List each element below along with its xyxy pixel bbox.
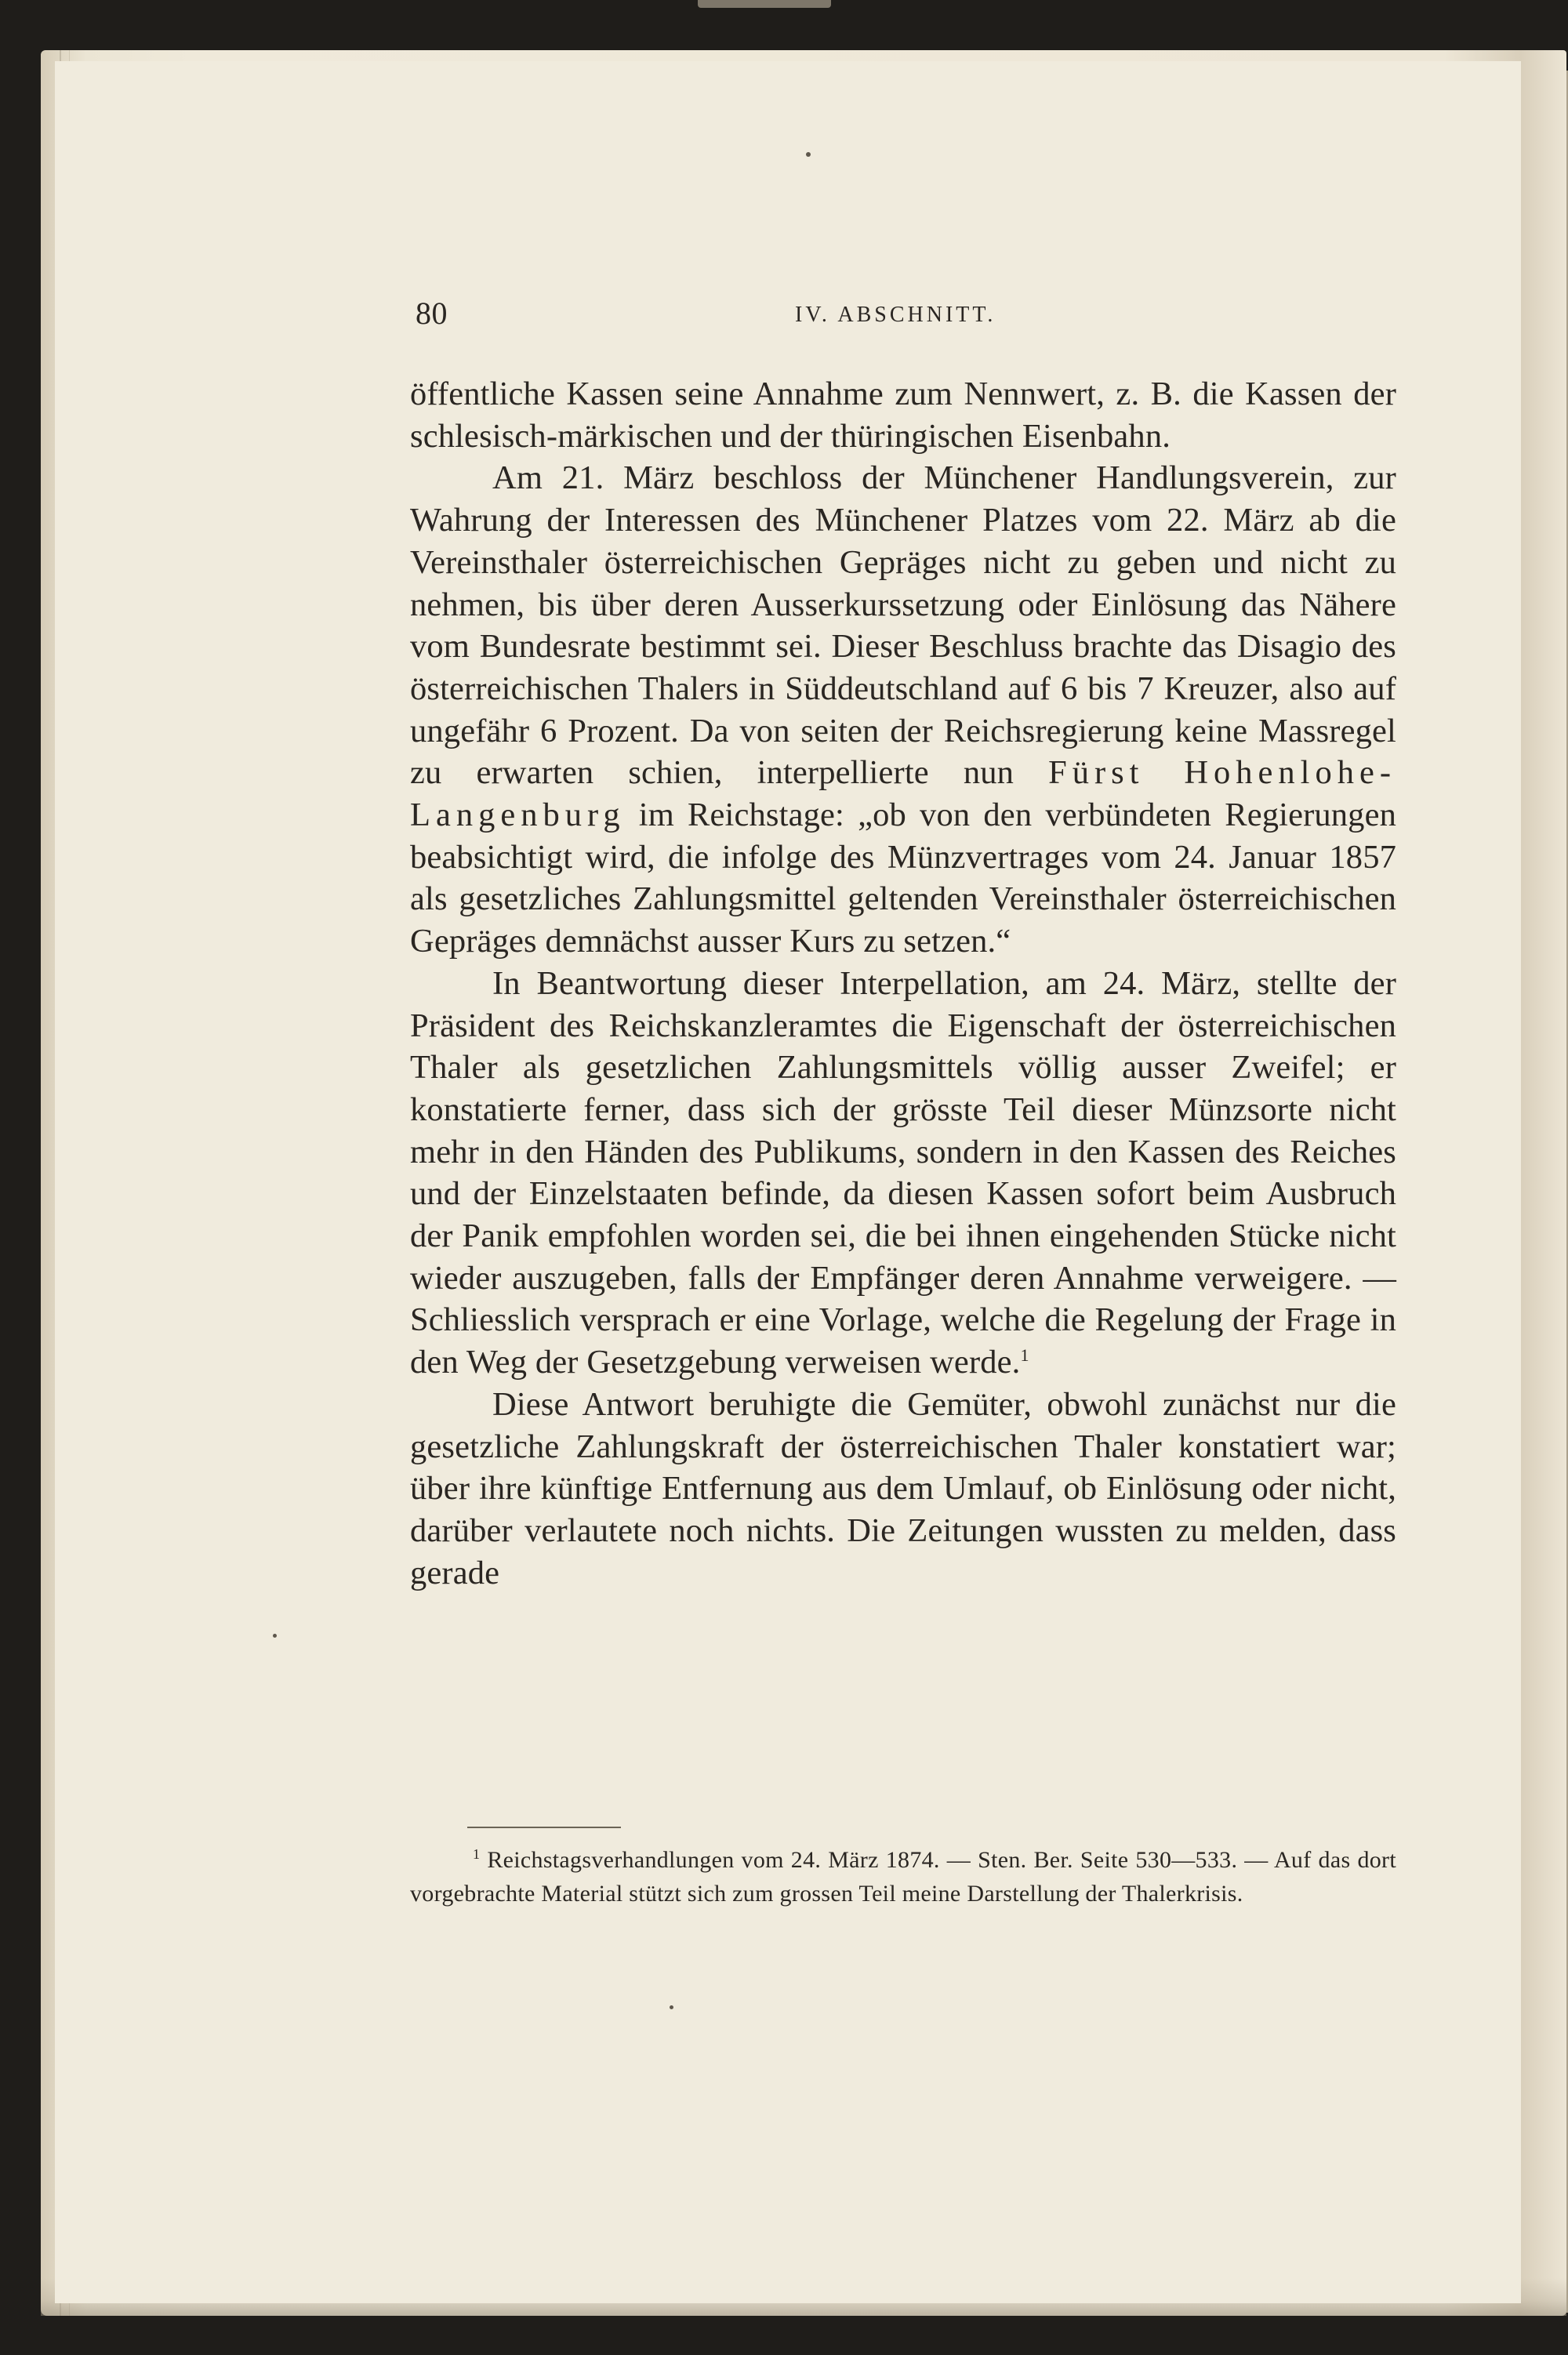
- body-text: [410, 373, 1396, 1594]
- paragraph-2: [410, 457, 1396, 962]
- paper-speck: [806, 152, 811, 157]
- paper-speck: [670, 2005, 673, 2009]
- footnote-reference: 1: [1020, 1345, 1029, 1366]
- spaced-name: Fürst Hohenlohe-Langenburg: [410, 754, 1396, 834]
- binding-mark: [698, 0, 831, 8]
- footnote-mark: 1: [473, 1846, 481, 1862]
- paragraph-4: Diese Antwort beruhigte die Gemüter, obwohl zunächst nur die gesetzliche Zahlungskraft der österreichischen Thaler konstatiert war; über ihre künftige Entfernung aus dem Umlauf, ob Einlösung oder nicht, darüber verlautete noch nichts. Die Zeitungen wussten zu melden, dass gerade: [410, 1385, 1396, 1591]
- paper-speck: [273, 1634, 277, 1638]
- footnote-text: Reichstagsverhandlungen vom 24. März 1874. — Sten. Ber. Seite 530—533. — Auf das dort vorgebrachte Material stützt sich zum grossen Teil meine Darstellung der Thalerkrisis.: [410, 1847, 1396, 1907]
- paragraph-3-text: In Beantwortung dieser Interpellation, am 24. März, stellte der Präsident des Reichskanzleramtes die Eigenschaft der österreichischen Thaler als gesetzlichen Zahlungsmittels völlig ausser Zweifel; er konstatierte ferner, dass sich der grösste Teil dieser Münzsorte nicht mehr in den Händen des Publikums, sondern in den Kassen des Reiches und der Einzelstaaten befinde, da diesen Kassen sofort beim Ausbruch der Panik empfohlen worden sei, die bei ihnen eingehenden Stücke nicht wieder auszugeben, falls der Empfänger deren Annahme verweigere. — Schliesslich versprach er eine Vorlage, welche die Regelung der Frage in den Weg der Gesetzgebung verweisen werde.: [410, 964, 1396, 1381]
- book-page: [55, 61, 1521, 2303]
- running-head: [416, 292, 1388, 339]
- footnotes: [410, 1844, 1396, 1910]
- paragraph-2-part-b: im Reichstage: „ob von den verbündeten Regierungen beabsichtigt wird, die infolge des Münzvertrages vom 24. Januar 1857 als gesetzliches Zahlungsmittel geltenden Vereinsthaler österreichischen Gepräges demnächst ausser Kurs zu setzen.“: [410, 796, 1397, 960]
- section-title: IV. ABSCHNITT.: [795, 303, 996, 327]
- paragraph-3: [410, 963, 1396, 1384]
- page-number: 80: [416, 296, 448, 331]
- footnote-divider: [467, 1827, 621, 1828]
- paragraph-1: öffentliche Kassen seine Annahme zum Nennwert, z. B. die Kassen der schlesisch-märkischen und der thüringischen Eisenbahn.: [410, 376, 1396, 455]
- paragraph-2-part-a: Am 21. März beschloss der Münchener Handlungsverein, zur Wahrung der Interessen des Münchener Platzes vom 22. März ab die Vereinsthaler österreichischen Gepräges nicht zu geben und nicht zu nehmen, bis über deren Ausserkurssetzung oder Einlösung das Nähere vom Bundesrate bestimmt sei. Dieser Beschluss brachte das Disagio des österreichischen Thalers in Süddeutschland auf 6 bis 7 Kreuzer, also auf ungefähr 6 Prozent. Da von seiten der Reichsregierung keine Massregel zu erwarten schien, interpellierte nun: [410, 459, 1396, 792]
- footnote-1: [410, 1844, 1396, 1910]
